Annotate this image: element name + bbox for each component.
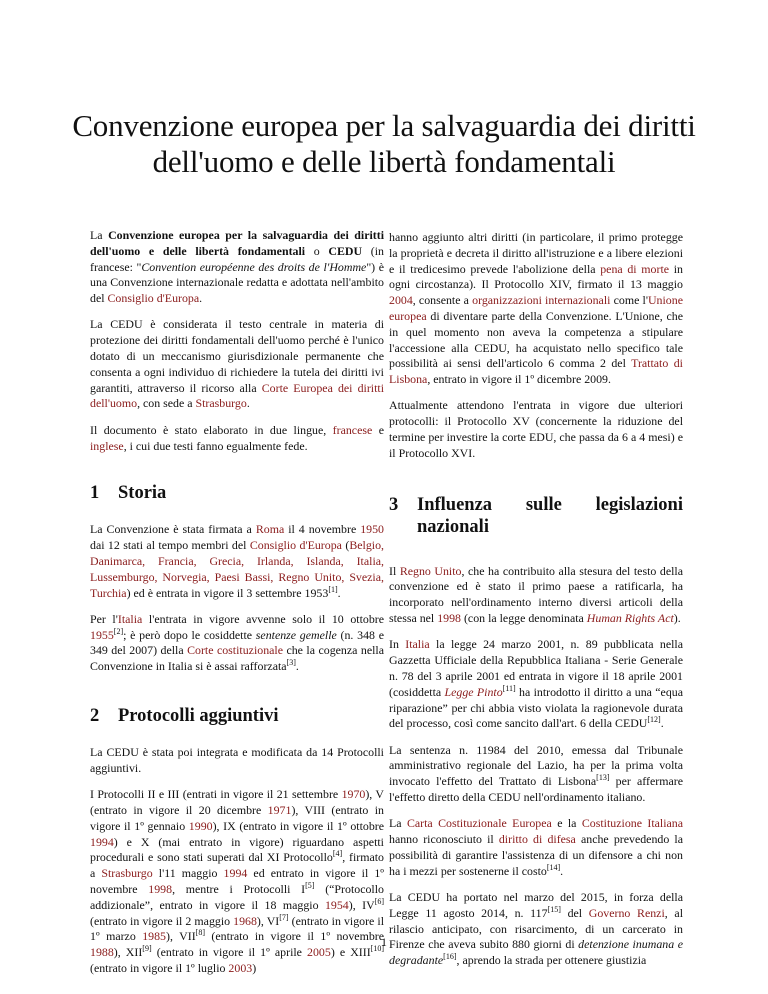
document-title: Convenzione europea per la salvaguardia dei diritti dell'uomo e delle libertà fondamentali <box>72 108 696 179</box>
link[interactable]: Italia <box>405 637 430 652</box>
link[interactable]: 1998 <box>437 611 461 626</box>
citation[interactable]: [2] <box>113 626 124 636</box>
section-heading-protocolli: 2 Protocolli aggiuntivi <box>90 706 279 727</box>
link[interactable]: 1971 <box>267 802 292 817</box>
influenza-paragraph-2: In Italia la legge 24 marzo 2001, n. 89 pubblicata nella Gazzetta Ufficiale della Repubblica Italiana - Serie Generale n. 78 del 3 aprile 2001 ed entrata in vigore il 18 aprile 2001 (cosiddetta Legge Pinto[11] ha introdotto il diritto a una “equa riparazione” per chi abbia visto violata la ragionevole durata del processo, così come sancito dall'art. 6 della CEDU[12]. <box>389 637 684 731</box>
link[interactable]: 1998 <box>148 881 173 896</box>
page-number: 1 <box>381 935 387 949</box>
link[interactable]: Consiglio d'Europa <box>107 291 200 306</box>
citation[interactable]: [12] <box>647 715 661 725</box>
link[interactable]: Corte Europea dei diritti dell'uomo <box>90 380 384 411</box>
citation[interactable]: [13] <box>596 773 610 783</box>
link[interactable]: pena di morte <box>600 261 670 276</box>
link[interactable]: diritto di difesa <box>498 832 576 847</box>
link[interactable]: Governo Renzi <box>588 905 665 920</box>
link[interactable]: Regno Unito <box>399 563 462 578</box>
right-column <box>389 230 683 979</box>
link[interactable]: Unione europea <box>389 293 683 323</box>
storia-paragraph-1: La Convenzione è stata firmata a Roma il 4 novembre 1950 dai 12 stati al tempo membri del Consiglio d'Europa (Belgio, Danimarca, Francia, Grecia, Irlanda, Islanda, Italia, Lussemburgo, Norvegia, Paesi Bassi, Regno Unito, Svezia, Turchia) ed è entrata in vigore il 3 settembre 1953[1]. <box>90 522 384 600</box>
influenza-paragraph-4: La Carta Costituzionale Europea e la Costituzione Italiana hanno riconosciuto il diritto di difesa anche prevedendo la possibilità di garantire l'assistenza di un difensore a chi non ha i mezzi per sostenerne il costo[14]. <box>389 816 684 878</box>
citation[interactable]: [10] <box>370 944 384 954</box>
storia-paragraph-2: Per l'Italia l'entrata in vigore avvenne solo il 10 ottobre 1955[2]; è però dopo le cosiddette sentenze gemelle (n. 348 e 349 del 2007) della Corte costituzionale che la cogenza nella Convenzione in Italia si è assai rafforzata[3]. <box>90 611 385 674</box>
link[interactable]: 1955 <box>90 627 114 642</box>
influenza-paragraph-3: La sentenza n. 11984 del 2010, emessa dal Tribunale amministrativo regionale del Lazio, ha per la prima volta invocato l'effetto del Trattato di Lisbona[13] per affermare l'effetto diretto della CEDU nell'ordinamento italiano. <box>389 742 683 805</box>
link[interactable]: 2005 <box>307 945 331 960</box>
section-heading-influenza: 3 Influenza sulle legislazioni nazionali <box>389 494 683 537</box>
influenza-paragraph-5: La CEDU ha portato nel marzo del 2015, in forza della Legge 11 agosto 2014, n. 117[15] del Governo Renzi, al rilascio anticipato, con risarcimento, di un carcerato in Firenze che aveva subito 880 giorni di detenzione inumana e degradante[16], aprendo la strada per ottenere giustizia <box>389 890 683 968</box>
link[interactable]: Strasburgo <box>195 396 247 411</box>
citation[interactable]: [7] <box>279 912 289 922</box>
citation[interactable]: [14] <box>546 862 561 872</box>
link[interactable]: Belgio, Danimarca, Francia, Grecia, Irlanda, Islanda, Italia, Lussemburgo, Norvegia, Paesi Bassi, Regno Unito, Svezia, Turchia <box>90 538 384 600</box>
citation[interactable]: [5] <box>305 880 315 890</box>
protocolli-paragraph-2: I Protocolli II e III (entrati in vigore il 21 settembre 1970), V (entrato in vigore il 20 dicembre 1971), VIII (entrato in vigore il 1º gennaio 1990), IX (entrato in vigore il 1º ottobre 1994) e X (mai entrato in vigore) riguardano aspetti procedurali e sono stati superati dal XI Protocollo[4], firmato a Strasburgo l'11 maggio 1994 ed entrato in vigore il 1º novembre 1998, mentre i Protocolli I[5] (“Protocollo addizionale”, entrato in vigore il 18 maggio 1954), IV[6] (entrato in vigore il 2 maggio 1968), VI[7] (entrato in vigore il 1º marzo 1985), VII[8] (entrato in vigore il 1º novembre 1988), XII[9] (entrato in vigore il 1º aprile 2005) e XIII[10] (entrato in vigore il 1º luglio 2003) <box>90 787 385 975</box>
link[interactable]: 1970 <box>341 787 366 802</box>
link[interactable]: Consiglio d'Europa <box>249 538 342 553</box>
citation[interactable]: [8] <box>195 928 205 938</box>
protocolli-paragraph-3: hanno aggiunto altri diritti (in particolare, il primo protegge la proprietà e decreta il diritto all'istruzione e a libere elezioni e il tredicesimo prevede l'abolizione della pena di morte in ogni circostanza). Il Protocollo XIV, firmato il 13 maggio 2004, consente a organizzazioni internazionali come l'Unione europea di diventare parte della Convenzione. L'Unione, che in quel momento non aveva la competenza a stipulare l'accessione alla CEDU, ha acquistato nello specifico tale possibilità ai sensi dell'articolo 6 comma 2 del Trattato di Lisbona, entrato in vigore il 1º dicembre 2009. <box>389 230 683 387</box>
link[interactable]: Trattato di Lisbona <box>389 356 683 387</box>
link[interactable]: 1994 <box>90 834 114 849</box>
influenza-paragraph-1: Il Regno Unito, che ha contribuito alla stesura del testo della convenzione ed è stato il primo paese a ratificarla, ha incorporato nell'ordinamento interno diversi articoli della stessa nel 1998 (con la legge denominata Human Rights Act). <box>389 563 683 626</box>
link[interactable]: Roma <box>255 522 285 537</box>
citation[interactable]: [9] <box>142 944 152 954</box>
link[interactable]: 1950 <box>360 522 384 537</box>
link[interactable]: 2003 <box>228 960 253 975</box>
intro-paragraph-3: Il documento è stato elaborato in due lingue, francese e inglese, i cui due testi fanno egualmente fede. <box>90 422 384 453</box>
link[interactable]: Carta Costituzionale Europea <box>406 816 552 831</box>
link[interactable]: 1985 <box>142 929 166 944</box>
link[interactable]: 2004 <box>389 293 413 308</box>
link[interactable]: Human Rights Act <box>586 611 674 626</box>
link[interactable]: Costituzione Italiana <box>581 816 684 831</box>
protocolli-paragraph-1: La CEDU è stata poi integrata e modificata da 14 Protocolli aggiuntivi. <box>90 745 384 775</box>
section-heading-storia: 1 Storia <box>90 483 167 504</box>
citation[interactable]: [4] <box>332 849 343 859</box>
link[interactable]: Italia <box>117 611 143 626</box>
link[interactable]: 1988 <box>90 945 114 960</box>
intro-paragraph-2: La CEDU è considerata il testo centrale in materia di protezione dei diritti fondamentali dell'uomo perché è l'unico dotato di un meccanismo giurisdizionale permanente che consenta a ogni individuo di richiedere la tutela dei diritti ivi garantiti, attraverso il ricorso alla Corte Europea dei diritti dell'uomo, con sede a Strasburgo. <box>90 317 384 411</box>
citation[interactable]: [3] <box>286 658 296 668</box>
link[interactable]: Legge Pinto <box>444 684 503 699</box>
citation[interactable]: [11] <box>502 683 516 693</box>
citation[interactable]: [1] <box>328 584 338 594</box>
link[interactable]: 1968 <box>233 913 257 928</box>
citation[interactable]: [15] <box>547 904 561 914</box>
left-column <box>90 228 384 987</box>
link[interactable]: francese <box>332 422 373 437</box>
citation[interactable]: [16] <box>443 952 457 962</box>
link[interactable]: Corte costituzionale <box>187 643 283 658</box>
citation[interactable]: [6] <box>374 896 385 906</box>
link[interactable]: organizzazioni internazionali <box>472 293 611 308</box>
link[interactable]: 1990 <box>188 818 213 833</box>
link[interactable]: 1994 <box>223 866 248 881</box>
protocolli-paragraph-4: Attualmente attendono l'entrata in vigore due ulteriori protocolli: il Protocollo XV (concernente la riduzione del termine per investire la corte EDU, che passa da 6 a 4 mesi) e il Protocollo XVI. <box>389 398 683 460</box>
intro-paragraph-1: La Convenzione europea per la salvaguardia dei diritti dell'uomo e delle libertà fondamentali o CEDU (in francese: "Convention européenne des droits de l'Homme") è una Convenzione internazionale redatta e adottata nell'ambito del Consiglio d'Europa. <box>90 228 385 306</box>
link[interactable]: inglese <box>90 438 124 453</box>
link[interactable]: Strasburgo <box>101 866 153 881</box>
link[interactable]: 1954 <box>324 897 349 912</box>
